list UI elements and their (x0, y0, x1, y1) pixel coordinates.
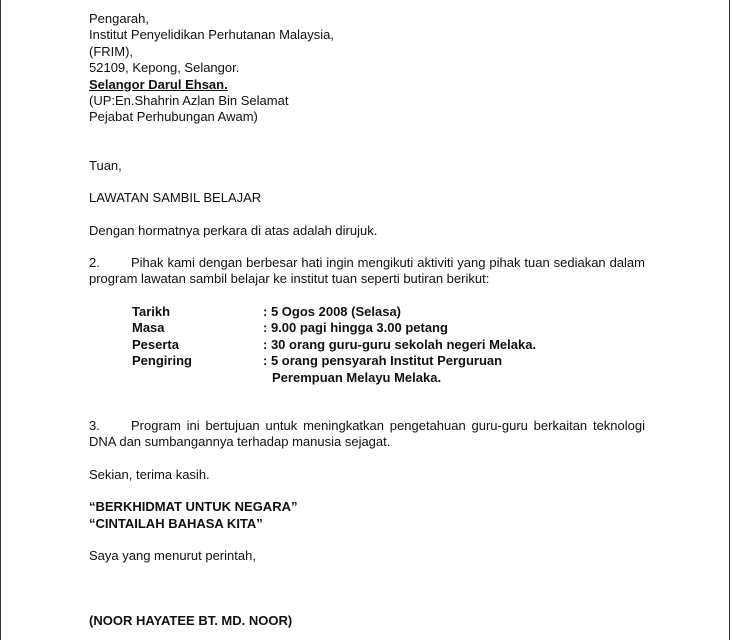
letter-body (89, 11, 645, 630)
detail-key: Tarikh (132, 303, 171, 319)
address-line-state: Selangor Darul Ehsan. (89, 76, 228, 92)
detail-row (132, 304, 645, 320)
paragraph-text: Program ini bertujuan untuk meningkatkan pengetahuan guru-guru berkaitan teknologi DNA dan sumbangannya terhadap manusia sejagat. (89, 417, 645, 450)
detail-key: Masa (132, 320, 165, 336)
paragraph-text: Pihak kami dengan berbesar hati ingin mengikuti aktiviti yang pihak tuan sediakan dalam program lawatan sambil belajar ke institut tuan seperti butiran berikut: (89, 255, 645, 287)
intro-paragraph: Dengan hormatnya perkara di atas adalah dirujuk. (89, 222, 378, 238)
motto-line: “BERKHIDMAT UNTUK NEGARA” (89, 499, 298, 515)
detail-value: : 5 orang pensyarah Institut Perguruan (263, 353, 503, 369)
motto-line: “CINTAILAH BAHASA KITA” (89, 515, 263, 531)
detail-key: Peserta (132, 336, 179, 352)
detail-row (132, 353, 645, 369)
address-line: Pengarah, (89, 11, 149, 26)
sign-off: Saya yang menurut perintah, (89, 547, 256, 563)
address-attention: Pejabat Perhubungan Awam) (89, 109, 258, 125)
paragraph-2 (89, 255, 645, 288)
paragraph-number: 2. (89, 255, 100, 271)
detail-value-continuation: Perempuan Melayu Melaka. (272, 369, 442, 385)
salutation: Tuan, (89, 157, 122, 173)
detail-value: : 5 Ogos 2008 (Selasa) (263, 303, 402, 319)
detail-row (132, 337, 645, 353)
details-table (132, 304, 645, 386)
paragraph-number: 3. (89, 417, 100, 433)
address-line: 52109, Kepong, Selangor. (89, 60, 240, 76)
detail-value: : 9.00 pagi hingga 3.00 petang (263, 320, 448, 336)
paragraph-3 (89, 418, 645, 451)
address-attention: (UP:En.Shahrin Azlan Bin Selamat (89, 93, 289, 109)
address-line: Institut Penyelidikan Perhutanan Malaysia, (89, 27, 334, 43)
detail-value: : 30 orang guru-guru sekolah negeri Melaka. (263, 336, 537, 352)
address-line: (FRIM), (89, 43, 134, 59)
detail-key: Pengiring (132, 353, 192, 369)
detail-row (132, 320, 645, 336)
closing-line: Sekian, terima kasih. (89, 466, 210, 482)
signatory-name: (NOOR HAYATEE BT. MD. NOOR) (89, 613, 293, 629)
subject-heading: LAWATAN SAMBIL BELAJAR (89, 190, 262, 206)
